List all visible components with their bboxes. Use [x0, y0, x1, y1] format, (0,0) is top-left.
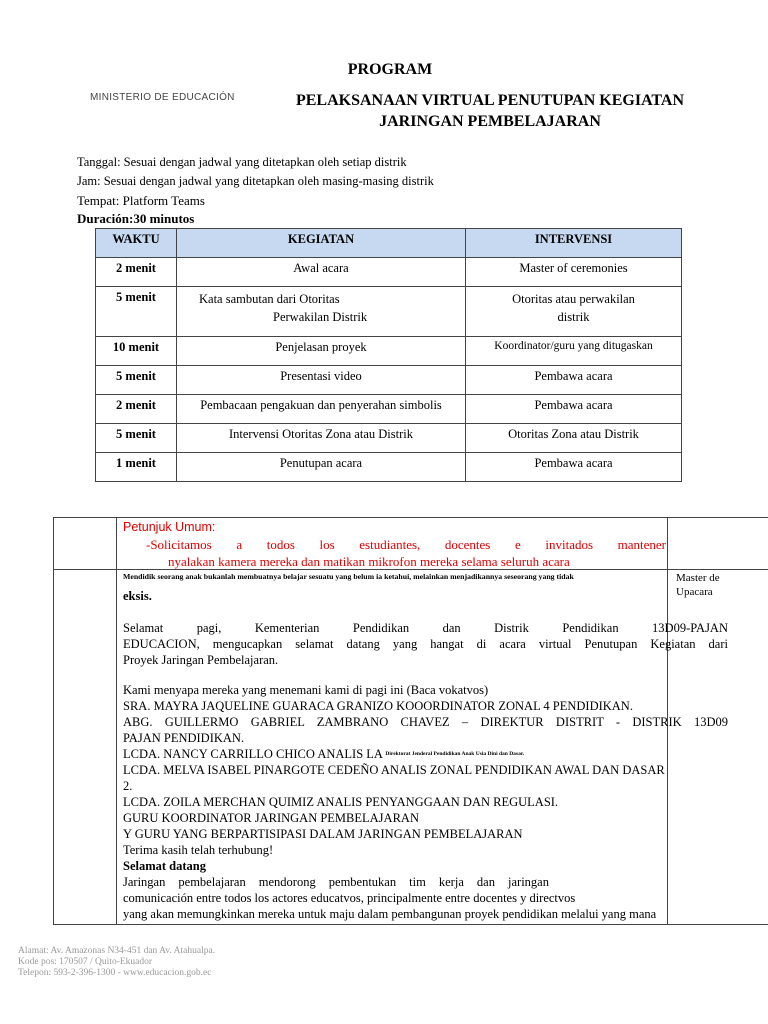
opening-quote: Mendidik seorang anak bukanlah membuatnya belajar sesuatu yang belum ia ketahui, melainkan menjadikannya seseorang yang tidak — [123, 572, 574, 581]
intro-line2: comunicación entre todos los actores educatvos, principalmente entre docentes y directvos — [123, 891, 576, 905]
cell-waktu: 10 menit — [96, 337, 177, 366]
cell-waktu: 5 menit — [96, 424, 177, 453]
guest-name: Y GURU YANG BERPARTISIPASI DALAM JARINGAN PEMBELAJARAN — [123, 827, 523, 841]
meta-tanggal: Tanggal: Sesuai dengan jadwal yang ditetapkan oleh setiap distrik — [77, 155, 407, 169]
cell-kegiatan: Intervensi Otoritas Zona atau Distrik — [177, 424, 466, 453]
guest-name-note: Direktorat Jenderal Pendidikan Anak Usia Dini dan Dasar. — [385, 751, 525, 757]
meta-duracion: Duración:30 minutos — [77, 211, 195, 226]
program-heading: PROGRAM — [347, 61, 433, 78]
cell-intervensi-line2: distrik — [557, 310, 590, 324]
welcome-line2: EDUCACION, mengucapkan selamat datang yang hangat di acara virtual Penutupan Kegiatan dari — [123, 637, 728, 651]
notice-line1: -Solicitamos a todos los estudiantes, docentes e invitados mantener — [146, 537, 666, 552]
side-label-master — [676, 571, 720, 599]
opening-quote-end: eksis. — [123, 589, 152, 603]
guest-name: ABG. GUILLERMO GABRIEL ZAMBRANO CHAVEZ – DIREKTUR DISTRIT - DISTRIK 13D09 — [123, 715, 728, 729]
greeting-line: Kami menyapa mereka yang menemani kami di pagi ini (Baca vokatvos) — [123, 683, 489, 697]
guest-name: GURU KOORDINATOR JARINGAN PEMBELAJARAN — [123, 811, 419, 825]
table-row — [96, 366, 682, 395]
column-divider-left — [116, 518, 117, 924]
intro-line1: Jaringan pembelajaran mendorong pembentukan tim kerja dan jaringan — [123, 875, 549, 889]
cell-kegiatan: Pembacaan pengakuan dan penyerahan simbolis — [177, 395, 466, 424]
cell-waktu: 5 menit — [96, 366, 177, 395]
cell-kegiatan — [177, 287, 466, 337]
guest-name: LCDA. ZOILA MERCHAN QUIMIZ ANALIS PENYANGGAAN DAN REGULASI. — [123, 795, 559, 809]
document-title-line1: PELAKSANAAN VIRTUAL PENUTUPAN KEGIATAN — [295, 92, 685, 109]
footer-line2: Kode pos: 170507 / Quito-Ekuador — [18, 957, 153, 967]
cell-waktu: 2 menit — [96, 258, 177, 287]
table-row — [96, 258, 682, 287]
header-intervensi: INTERVENSI — [466, 229, 682, 258]
cell-intervensi-line1: Otoritas atau perwakilan — [512, 292, 635, 306]
welcome-heading: Selamat datang — [123, 859, 206, 873]
cell-kegiatan: Penutupan acara — [177, 453, 466, 482]
table-row — [96, 287, 682, 337]
guest-list — [123, 682, 728, 922]
footer-line1: Alamat: Av. Amazonas N34-451 dan Av. Atahualpa. — [18, 946, 216, 956]
guest-name-cont: 2. — [123, 779, 133, 793]
meta-tempat: Tempat: Platform Teams — [77, 193, 205, 208]
footer-line3: Telepon: 593-2-396-1300 - www.educacion.gob.ec — [18, 968, 212, 978]
thanks-line: Terima kasih telah terhubung! — [123, 843, 274, 857]
cell-intervensi: Pembawa acara — [466, 395, 682, 424]
table-header-row — [96, 229, 682, 258]
cell-intervensi: Master of ceremonies — [466, 258, 682, 287]
cell-kegiatan: Presentasi video — [177, 366, 466, 395]
cell-kegiatan: Awal acara — [177, 258, 466, 287]
cell-waktu: 1 menit — [96, 453, 177, 482]
side-label-line2: Upacara — [676, 586, 713, 598]
table-row — [96, 395, 682, 424]
cell-kegiatan-line2: Perwakilan Distrik — [273, 310, 368, 324]
cell-intervensi: Pembawa acara — [466, 453, 682, 482]
notice-line2: nyalakan kamera mereka dan matikan mikrofon mereka selama seluruh acara — [168, 554, 570, 569]
guest-name: LCDA. MELVA ISABEL PINARGOTE CEDEÑO ANALIS ZONAL PENDIDIKAN AWAL DAN DASAR — [123, 763, 665, 777]
guest-name-cont: PAJAN PENDIDIKAN. — [123, 731, 245, 745]
guest-name: SRA. MAYRA JAQUELINE GUARACA GRANIZO KOOORDINATOR ZONAL 4 PENDIDIKAN. — [123, 699, 633, 713]
cell-intervensi — [466, 287, 682, 337]
header-waktu: WAKTU — [96, 229, 177, 258]
document-title-line2: JARINGAN PEMBELAJARAN — [379, 113, 601, 130]
table-row — [96, 337, 682, 366]
table-row — [96, 424, 682, 453]
meta-jam: Jam: Sesuai dengan jadwal yang ditetapkan oleh masing-masing distrik — [77, 174, 434, 188]
cell-kegiatan: Penjelasan proyek — [177, 337, 466, 366]
footer-address — [18, 946, 215, 979]
welcome-line3: Proyek Jaringan Pembelajaran. — [123, 653, 279, 667]
cell-intervensi: Koordinator/guru yang ditugaskan — [466, 337, 682, 366]
notice-heading: Petunjuk Umum: — [123, 520, 216, 534]
cell-intervensi: Otoritas Zona atau Distrik — [466, 424, 682, 453]
guest-name — [123, 746, 728, 762]
cell-kegiatan-line1: Kata sambutan dari Otoritas — [199, 292, 340, 306]
cell-waktu: 2 menit — [96, 395, 177, 424]
table-row — [96, 453, 682, 482]
header-kegiatan: KEGIATAN — [177, 229, 466, 258]
cell-intervensi: Pembawa acara — [466, 366, 682, 395]
intro-line3: yang akan memungkinkan mereka untuk maju dalam pembangunan proyek pendidikan melalui yang mana — [123, 907, 657, 921]
side-label-line1: Master de — [676, 572, 720, 584]
cell-waktu: 5 menit — [96, 287, 177, 337]
paragraph-welcome — [123, 620, 728, 668]
schedule-table — [95, 228, 682, 482]
ministry-logo-text: MINISTERIO DE EDUCACIÓN — [90, 92, 235, 103]
welcome-line1: Selamat pagi, Kementerian Pendidikan dan Distrik Pendidikan 13D09-PAJAN — [123, 621, 728, 635]
guest-name-text: LCDA. NANCY CARRILLO CHICO ANALIS LA — [123, 747, 383, 761]
